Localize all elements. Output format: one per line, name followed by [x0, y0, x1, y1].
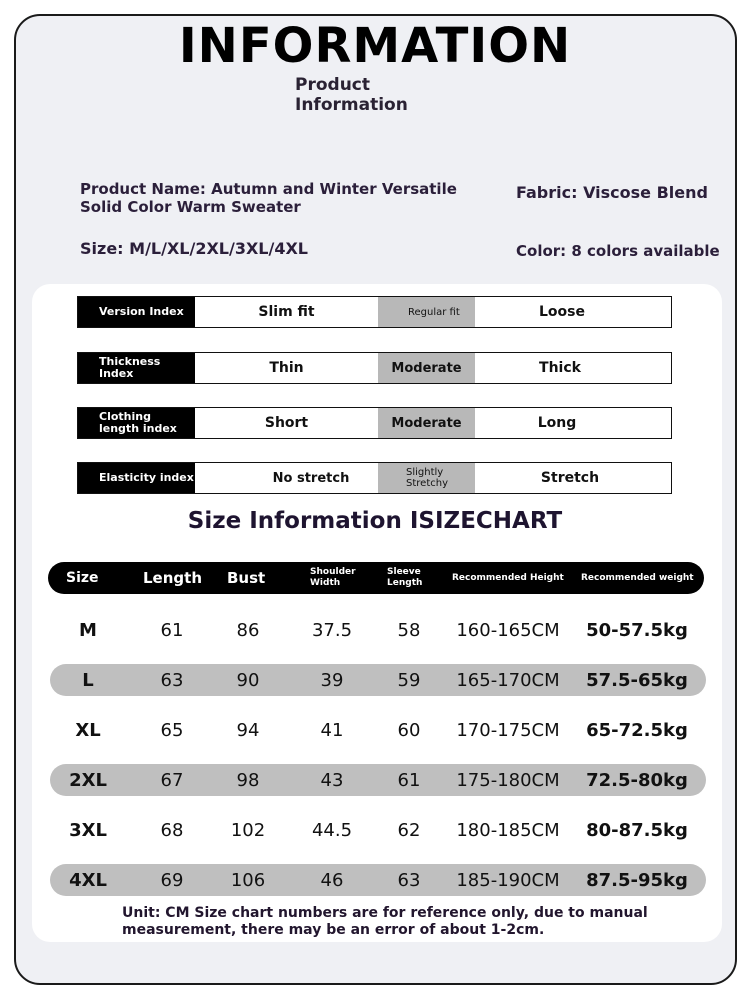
- cell-size: M: [79, 619, 97, 641]
- index-option-1: No stretch: [272, 470, 350, 486]
- cell-height: 170-175CM: [456, 719, 560, 741]
- subtitle-line-1: Product: [295, 75, 370, 95]
- index-option-2-line-1: Slightly: [406, 467, 444, 478]
- cell-length: 65: [160, 719, 184, 741]
- header-shoulder-line-1: Shoulder: [310, 567, 356, 577]
- index-option-2: Regular fit: [378, 297, 475, 327]
- cell-weight: 87.5-95kg: [586, 869, 688, 891]
- cell-sleeve: 62: [397, 819, 421, 841]
- cell-weight: 80-87.5kg: [586, 819, 688, 841]
- cell-weight: 57.5-65kg: [586, 669, 688, 691]
- index-option-2: Moderate: [378, 408, 475, 438]
- header-shoulder-width: [310, 562, 356, 594]
- cell-size: L: [82, 669, 94, 691]
- cell-shoulder: 37.5: [311, 619, 353, 641]
- cell-sleeve: 61: [397, 769, 421, 791]
- index-option-2: Moderate: [378, 353, 475, 383]
- index-option-3: Thick: [539, 360, 581, 376]
- table-row: [50, 614, 706, 646]
- cell-shoulder: 44.5: [311, 819, 353, 841]
- subtitle-line-2: Information: [295, 95, 408, 115]
- cell-sleeve: 60: [397, 719, 421, 741]
- product-name-line-1: Product Name: Autumn and Winter Versatile: [80, 180, 457, 198]
- index-option-3: Stretch: [540, 470, 600, 486]
- cell-length: 61: [160, 619, 184, 641]
- cell-height: 165-170CM: [456, 669, 560, 691]
- cell-bust: 90: [236, 669, 260, 691]
- cell-length: 67: [160, 769, 184, 791]
- table-row: [50, 714, 706, 746]
- cell-height: 185-190CM: [456, 869, 560, 891]
- table-row: [50, 764, 706, 796]
- index-label: Thickness Index: [78, 353, 195, 383]
- index-label: [78, 408, 195, 438]
- cell-length: 68: [160, 819, 184, 841]
- table-row: [50, 864, 706, 896]
- cell-size: 3XL: [69, 819, 107, 841]
- index-option-2-line-2: Stretchy: [406, 478, 448, 489]
- header-sleeve-line-2: Length: [387, 578, 423, 588]
- cell-length: 69: [160, 869, 184, 891]
- header-recommended-weight: Recommended weight: [581, 573, 694, 583]
- index-label-line-1: Clothing: [99, 410, 151, 423]
- cell-size: 4XL: [69, 869, 107, 891]
- cell-bust: 102: [230, 819, 266, 841]
- cell-size: 2XL: [69, 769, 107, 791]
- cell-shoulder: 41: [320, 719, 344, 741]
- version-index-row: [77, 296, 672, 328]
- index-option-1: Thin: [269, 360, 304, 376]
- cell-length: 63: [160, 669, 184, 691]
- cell-size: XL: [75, 719, 101, 741]
- elasticity-index-row: [77, 462, 672, 494]
- header-shoulder-line-2: Width: [310, 578, 341, 588]
- index-option-2: [378, 463, 475, 493]
- header-size: Size: [66, 570, 99, 586]
- product-color: Color: 8 colors available: [516, 242, 720, 260]
- cell-bust: 94: [236, 719, 260, 741]
- product-name: [80, 180, 457, 216]
- cell-sleeve: 63: [397, 869, 421, 891]
- size-chart-title: Size Information ISIZECHART: [187, 508, 563, 534]
- product-fabric: Fabric: Viscose Blend: [516, 183, 708, 202]
- cell-weight: 65-72.5kg: [586, 719, 688, 741]
- cell-weight: 72.5-80kg: [586, 769, 688, 791]
- index-label: Version Index: [78, 297, 195, 327]
- cell-bust: 106: [230, 869, 266, 891]
- index-option-3: Long: [537, 415, 577, 431]
- cell-height: 160-165CM: [456, 619, 560, 641]
- thickness-index-row: [77, 352, 672, 384]
- header-recommended-height: Recommended Height: [452, 573, 564, 583]
- size-chart-note: [122, 905, 662, 939]
- size-table-header: [48, 562, 704, 594]
- cell-shoulder: 43: [320, 769, 344, 791]
- cell-bust: 86: [236, 619, 260, 641]
- page-title: INFORMATION: [178, 18, 572, 74]
- index-label-line-2: length index: [99, 422, 177, 435]
- cell-shoulder: 39: [320, 669, 344, 691]
- cell-bust: 98: [236, 769, 260, 791]
- product-size: Size: M/L/XL/2XL/3XL/4XL: [80, 239, 308, 258]
- index-option-1: Short: [264, 415, 309, 431]
- cell-sleeve: 59: [397, 669, 421, 691]
- cell-shoulder: 46: [320, 869, 344, 891]
- index-label: Elasticity index: [78, 463, 195, 493]
- note-line-2: measurement, there may be an error of about 1-2cm.: [122, 922, 545, 938]
- cell-weight: 50-57.5kg: [586, 619, 688, 641]
- cell-height: 175-180CM: [456, 769, 560, 791]
- table-row: [50, 814, 706, 846]
- note-line-1: Unit: CM Size chart numbers are for reference only, due to manual: [122, 905, 648, 921]
- length-index-row: [77, 407, 672, 439]
- cell-height: 180-185CM: [456, 819, 560, 841]
- cell-sleeve: 58: [397, 619, 421, 641]
- header-length: Length: [143, 569, 202, 587]
- header-sleeve-length: [387, 562, 422, 594]
- index-option-1: Slim fit: [258, 304, 315, 320]
- header-sleeve-line-1: Sleeve: [387, 567, 421, 577]
- table-row: [50, 664, 706, 696]
- page-subtitle: [295, 75, 408, 115]
- product-name-line-2: Solid Color Warm Sweater: [80, 198, 301, 216]
- index-option-3: Loose: [539, 304, 585, 320]
- header-bust: Bust: [227, 569, 266, 587]
